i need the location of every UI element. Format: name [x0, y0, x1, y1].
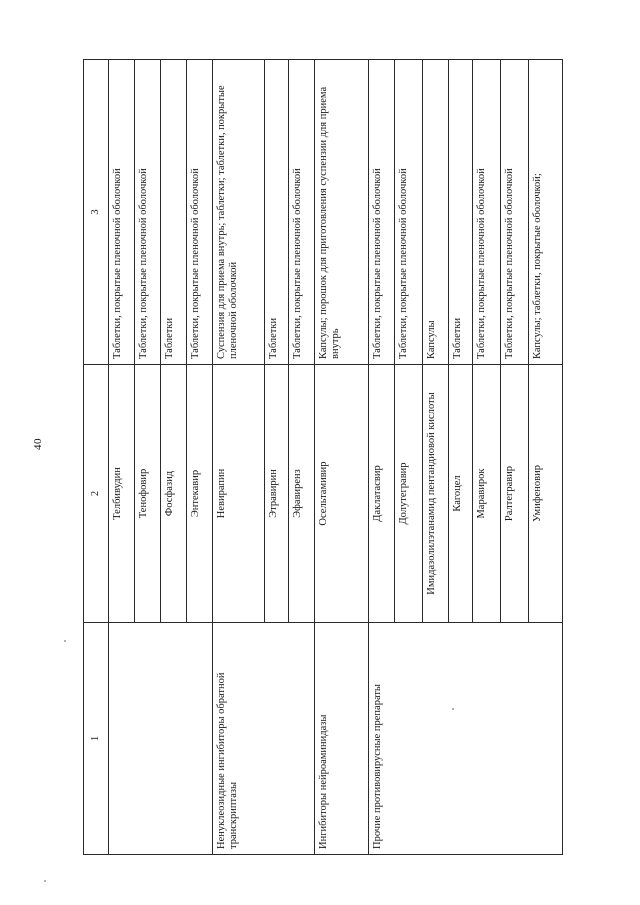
table-row [369, 60, 395, 855]
dosage-form-cell: Таблетки, покрытые пленочной оболочкой [289, 60, 315, 365]
drug-name-cell: Маравирок [473, 365, 501, 623]
dosage-form-cell: Таблетки, покрытые пленочной оболочкой [109, 60, 135, 365]
scan-speck [452, 708, 454, 710]
table-row [213, 60, 265, 855]
drug-table [83, 59, 563, 855]
dosage-form-cell: Капсулы [423, 60, 449, 365]
dosage-form-cell: Таблетки, покрытые пленочной оболочкой [369, 60, 395, 365]
drug-name-cell: Невирапин [213, 365, 265, 623]
page-number: 40 [32, 438, 44, 450]
scan-speck [64, 640, 66, 642]
drug-name-cell: Осельтамивир [315, 365, 369, 623]
category-cell: Ненуклеозидные ингибиторы обратной транскриптазы [213, 623, 315, 855]
category-cell [109, 623, 213, 855]
category-cell: Ингибиторы нейроаминидазы [315, 623, 369, 855]
table-row [109, 60, 135, 855]
dosage-form-cell: Таблетки [449, 60, 473, 365]
drug-name-cell: Ралтегравир [501, 365, 529, 623]
drug-name-cell: Имидазолилэтанамид пентандиовой кислоты [423, 365, 449, 623]
drug-name-cell: Кагоцел [449, 365, 473, 623]
table-header-row [84, 60, 109, 855]
drug-name-cell: Энтекавир [187, 365, 213, 623]
column-header-2: 2 [84, 365, 109, 623]
drug-name-cell: Этравирин [265, 365, 289, 623]
table-row [315, 60, 369, 855]
dosage-form-cell: Таблетки, покрытые пленочной оболочкой [135, 60, 161, 365]
drug-name-cell: Даклатасвир [369, 365, 395, 623]
drug-name-cell: Эфавиренз [289, 365, 315, 623]
scan-speck [44, 880, 46, 882]
drug-name-cell: Умифеновир [529, 365, 563, 623]
rotated-table-container [83, 60, 563, 855]
dosage-form-cell: Таблетки [265, 60, 289, 365]
dosage-form-cell: Таблетки, покрытые пленочной оболочкой [187, 60, 213, 365]
drug-name-cell: Телбивудин [109, 365, 135, 623]
dosage-form-cell: Таблетки, покрытые пленочной оболочкой [473, 60, 501, 365]
dosage-form-cell: Таблетки [161, 60, 187, 365]
drug-name-cell: Долутегравир [395, 365, 423, 623]
drug-name-cell: Тенофовир [135, 365, 161, 623]
dosage-form-cell: Таблетки, покрытые пленочной оболочкой [395, 60, 423, 365]
column-header-3: 3 [84, 60, 109, 365]
column-header-1: 1 [84, 623, 109, 855]
dosage-form-cell: Капсулы; таблетки, покрытые оболочкой; [529, 60, 563, 365]
dosage-form-cell: Капсулы; порошок для приготовления суспензии для приема внутрь [315, 60, 369, 365]
dosage-form-cell: Таблетки, покрытые пленочной оболочкой [501, 60, 529, 365]
category-cell: Прочие противовирусные препараты [369, 623, 563, 855]
drug-name-cell: Фосфазид [161, 365, 187, 623]
dosage-form-cell: Суспензия для приема внутрь; таблетки; таблетки, покрытые пленочной оболочкой [213, 60, 265, 365]
